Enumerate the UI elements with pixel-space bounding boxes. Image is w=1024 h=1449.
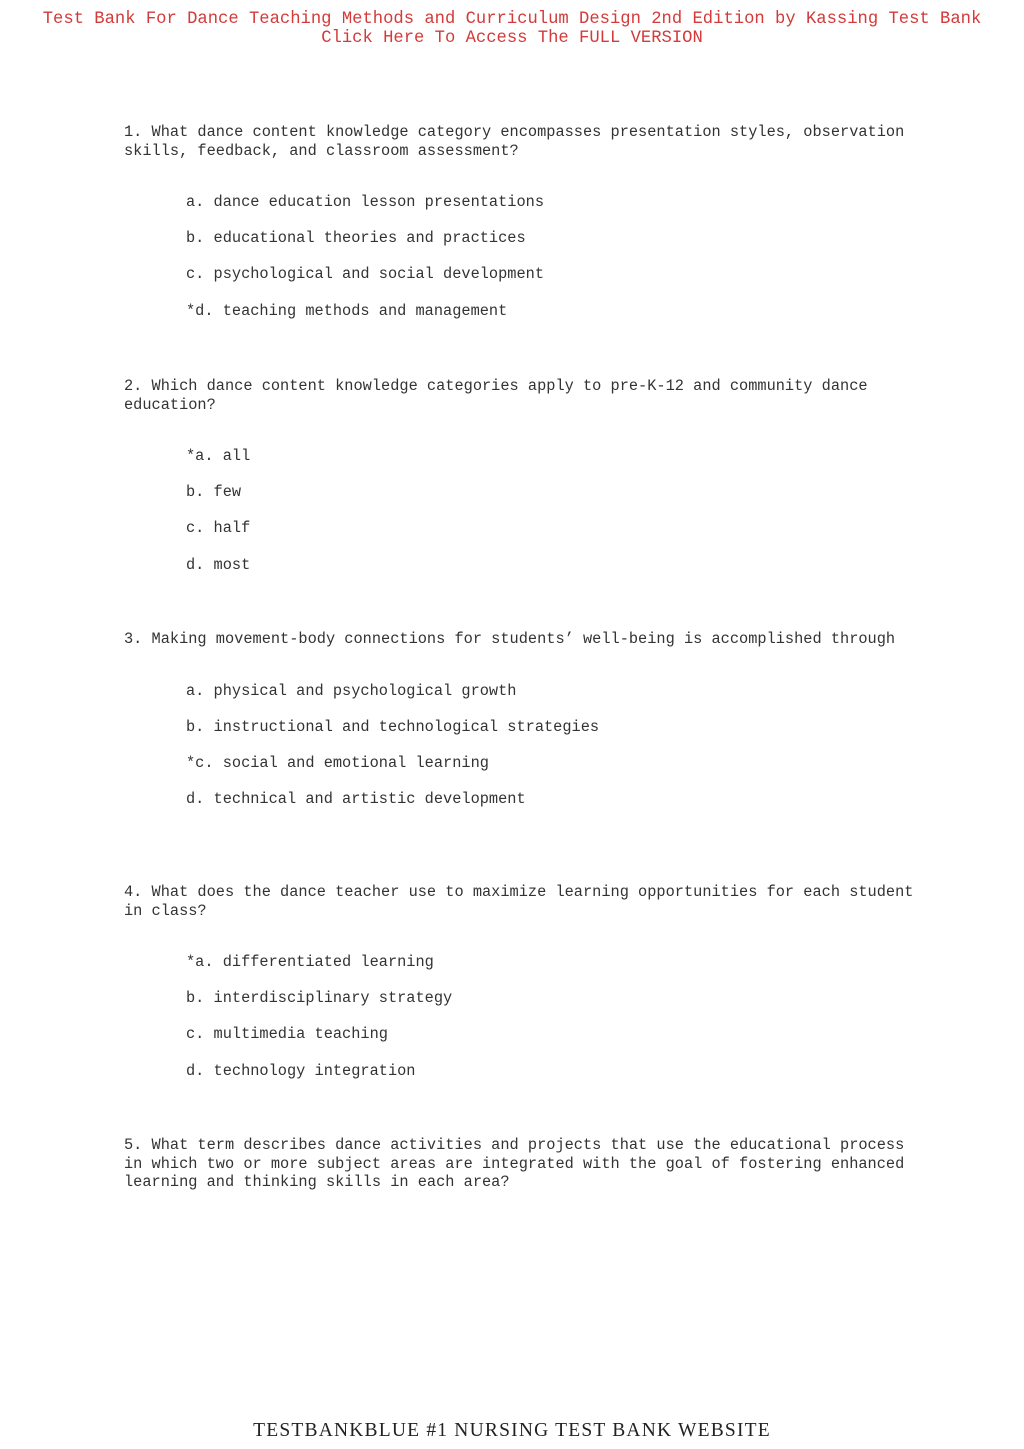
question-4-option-b: b. interdisciplinary strategy	[186, 989, 453, 1008]
question-2-option-a: *a. all	[186, 447, 251, 465]
question-1-option-a: a. dance education lesson presentations	[186, 193, 545, 211]
question-3-text: 3. Making movement-body connections for students’ well-being is accomplished through	[124, 630, 896, 648]
full-version-promo-link[interactable]: Test Bank For Dance Teaching Methods and Curriculum Design 2nd Edition by Kassing Test Bank Click Here To Access The FULL VERSION	[42, 10, 982, 48]
question-4-option-c: c. multimedia teaching	[186, 1025, 388, 1044]
question-1-option-c: c. psychological and social development	[186, 265, 545, 284]
question-4-option-d: d. technology integration	[186, 1061, 416, 1080]
question-2-option-b: b. few	[186, 483, 242, 502]
question-2-option-c: c. half	[186, 519, 251, 538]
question-3	[124, 630, 924, 826]
question-3-option-d: d. technical and artistic development	[186, 790, 526, 809]
question-4	[124, 883, 924, 1098]
question-1-options	[186, 193, 924, 338]
question-1	[124, 123, 924, 338]
question-4-text: 4. What does the dance teacher use to maximize learning opportunities for each student in class?	[124, 883, 923, 920]
footer-website-banner: TESTBANKBLUE #1 NURSING TEST BANK WEBSITE	[253, 1420, 771, 1441]
question-2-options	[186, 447, 924, 592]
question-1-option-d: *d. teaching methods and management	[186, 301, 508, 320]
question-2	[124, 377, 924, 592]
question-5	[124, 1136, 924, 1192]
question-3-option-b: b. instructional and technological strategies	[186, 717, 600, 736]
question-1-option-b: b. educational theories and practices	[186, 229, 526, 248]
question-3-options	[186, 682, 924, 827]
question-5-text: 5. What term describes dance activities and projects that use the educational process in which two or more subject areas are integrated with the goal of fostering enhanced learning and thinking skills in each area?	[124, 1136, 914, 1191]
question-2-text: 2. Which dance content knowledge categories apply to pre-K-12 and community dance education?	[124, 377, 877, 414]
question-1-text: 1. What dance content knowledge category encompasses presentation styles, observation skills, feedback, and classroom assessment?	[124, 123, 914, 160]
question-3-option-c: *c. social and emotional learning	[186, 753, 489, 772]
question-4-options	[186, 953, 924, 1098]
question-3-option-a: a. physical and psychological growth	[186, 681, 517, 700]
question-4-option-a: *a. differentiated learning	[186, 953, 434, 971]
question-2-option-d: d. most	[186, 555, 251, 574]
